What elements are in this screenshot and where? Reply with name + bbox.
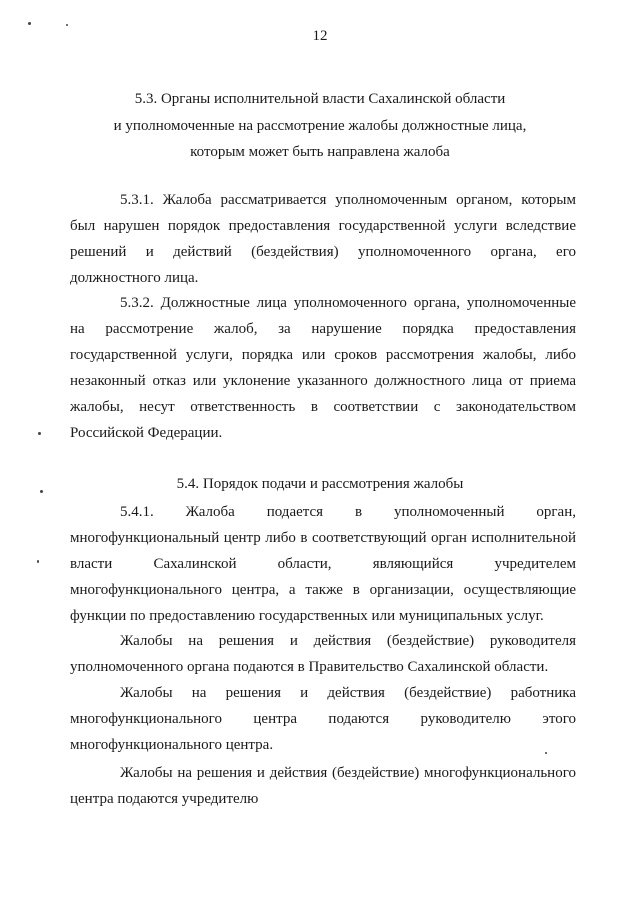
paragraph-5-3-1: 5.3.1. Жалоба рассматривается уполномоченным органом, которым был нарушен порядок предоставления государственной услуги вследствие решений и действий (бездействия) уполномоченного органа, его должностного лица.	[70, 192, 576, 286]
section-5-4-title: 5.4. Порядок подачи и рассмотрения жалобы	[176, 476, 464, 492]
paragraph-complaints-head: Жалобы на решения и действия (бездействие) руководителя уполномоченного органа подаются в Правительство Сахалинской области.	[70, 633, 576, 675]
section-5-3-title-line-2: и уполномоченные на рассмотрение жалобы должностные лица,	[113, 118, 527, 134]
section-5-3-title-line-1: 5.3. Органы исполнительной власти Сахалинской области	[134, 91, 506, 107]
section-5-3-title-line-3: которым может быть направлена жалоба	[190, 144, 450, 160]
page-number: 12	[312, 28, 328, 44]
paragraph-complaints-mfc: Жалобы на решения и действия (бездействие) многофункционального центра подаются учредителю	[70, 765, 576, 807]
paragraph-complaints-worker: Жалобы на решения и действия (бездействие) работника многофункционального центра подаются руководителю этого многофункционального центра.	[70, 685, 576, 753]
paragraph-5-3-2: 5.3.2. Должностные лица уполномоченного органа, уполномоченные на рассмотрение жалоб, за нарушение порядка предоставления государственной услуги, порядка или сроков рассмотрения жалобы, либо незаконный отказ или уклонение указанного должностного лица от приема жалобы, несут ответственность в соответствии с законодательством Российской Федерации.	[70, 295, 576, 441]
paragraph-5-4-1: 5.4.1. Жалоба подается в уполномоченный орган, многофункциональный центр либо в соответствующий орган исполнительной власти Сахалинской области, являющийся учредителем многофункционального центра, а также в организации, осуществляющие функции по предоставлению государственных или муниципальных услуг.	[70, 504, 576, 624]
